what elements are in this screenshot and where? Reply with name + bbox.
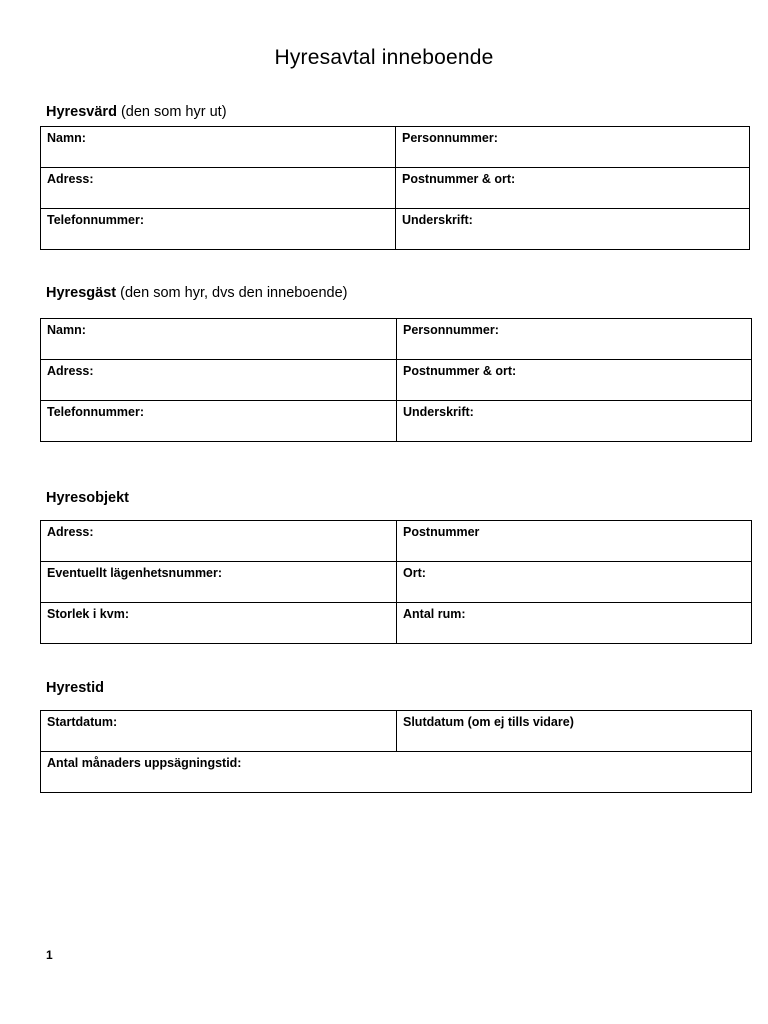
start-date-field[interactable]: Startdatum:: [41, 711, 397, 752]
table-row: [41, 711, 752, 752]
rental-period-table: [40, 710, 752, 793]
table-row: [41, 752, 752, 793]
tenant-phone-field[interactable]: Telefonnummer:: [41, 401, 397, 442]
landlord-signature-field[interactable]: Underskrift:: [396, 209, 750, 250]
landlord-personal-number-field[interactable]: Personnummer:: [396, 127, 750, 168]
landlord-postcode-city-field[interactable]: Postnummer & ort:: [396, 168, 750, 209]
end-date-field[interactable]: Slutdatum (om ej tills vidare): [397, 711, 752, 752]
notice-period-field[interactable]: Antal månaders uppsägningstid:: [41, 752, 752, 793]
rental-object-table: [40, 520, 752, 644]
object-address-field[interactable]: Adress:: [41, 521, 397, 562]
tenant-heading-note: (den som hyr, dvs den inneboende): [116, 285, 348, 301]
rental-period-heading: [46, 680, 104, 696]
object-size-field[interactable]: Storlek i kvm:: [41, 603, 397, 644]
page-number: 1: [46, 948, 53, 962]
rental-period-heading-label: Hyrestid: [46, 680, 105, 696]
table-row: [41, 168, 750, 209]
rental-object-heading-label: Hyresobjekt: [46, 490, 130, 506]
table-row: [41, 401, 752, 442]
landlord-phone-field[interactable]: Telefonnummer:: [41, 209, 396, 250]
object-rooms-field[interactable]: Antal rum:: [397, 603, 752, 644]
table-row: [41, 127, 750, 168]
object-postcode-field[interactable]: Postnummer: [397, 521, 752, 562]
landlord-heading: [46, 104, 227, 120]
table-row: [41, 360, 752, 401]
tenant-heading-label: Hyresgäst: [46, 285, 117, 301]
tenant-personal-number-field[interactable]: Personnummer:: [397, 319, 752, 360]
table-row: [41, 319, 752, 360]
table-row: [41, 562, 752, 603]
tenant-table: [40, 318, 752, 442]
tenant-signature-field[interactable]: Underskrift:: [397, 401, 752, 442]
tenant-name-field[interactable]: Namn:: [41, 319, 397, 360]
tenant-heading: [46, 285, 347, 301]
rental-object-heading: [46, 490, 129, 506]
table-row: [41, 521, 752, 562]
landlord-heading-note: (den som hyr ut): [116, 104, 227, 120]
table-row: [41, 603, 752, 644]
object-city-field[interactable]: Ort:: [397, 562, 752, 603]
landlord-address-field[interactable]: Adress:: [41, 168, 396, 209]
landlord-table: [40, 126, 750, 250]
tenant-postcode-city-field[interactable]: Postnummer & ort:: [397, 360, 752, 401]
tenant-address-field[interactable]: Adress:: [41, 360, 397, 401]
table-row: [41, 209, 750, 250]
landlord-heading-label: Hyresvärd: [46, 104, 117, 120]
landlord-name-field[interactable]: Namn:: [41, 127, 396, 168]
object-apartment-number-field[interactable]: Eventuellt lägenhetsnummer:: [41, 562, 397, 603]
document-title: Hyresavtal inneboende: [274, 46, 494, 69]
